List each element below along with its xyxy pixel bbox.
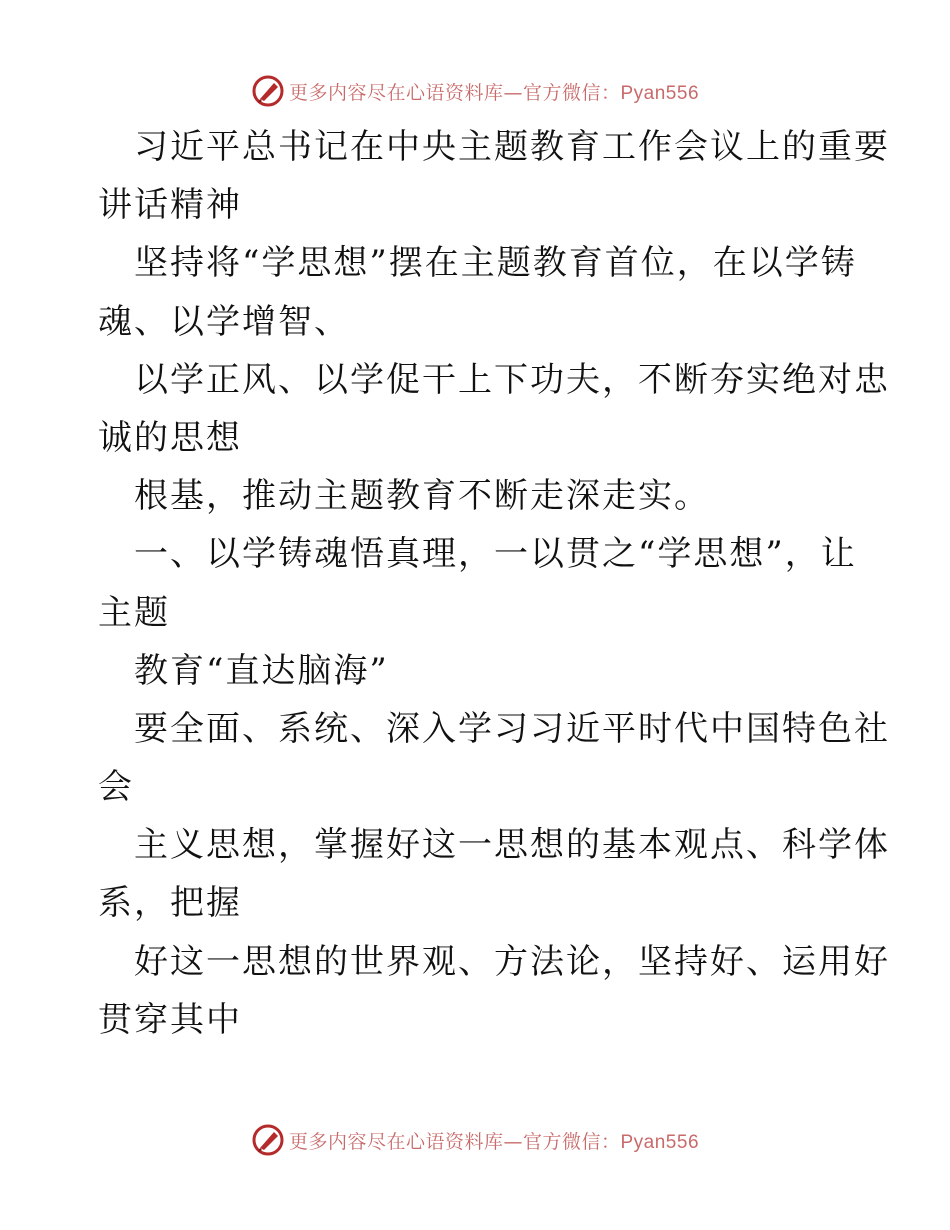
paragraph-line: 讲话精神: [98, 185, 242, 226]
banner-text-cn: 更多内容尽在心语资料库—官方微信：: [288, 81, 621, 104]
paragraph-line: 诚的思想: [98, 417, 242, 458]
paragraph-line: 教育“直达脑海”: [134, 650, 389, 691]
paragraph-line: 一、以学铸魂悟真理，一以贯之“学思想”，让: [134, 534, 857, 575]
paragraph-line: 魂、以学增智、: [98, 301, 350, 342]
paragraph-line: 好这一思想的世界观、方法论，坚持好、运用好: [134, 941, 890, 982]
paragraph-line: 要全面、系统、深入学习习近平时代中国特色社: [134, 708, 890, 749]
paragraph-line: 坚持将“学思想”摆在主题教育首位，在以学铸: [134, 243, 857, 284]
paragraph-line: 系，把握: [98, 883, 242, 924]
paragraph-line: 习近平总书记在中央主题教育工作会议上的重要: [134, 127, 890, 167]
banner-wechat-id: Pyan556: [620, 1131, 700, 1153]
banner-wechat-id: Pyan556: [620, 82, 700, 104]
document-body: [98, 118, 890, 1049]
pen-logo-icon: [251, 74, 285, 108]
banner-text: [289, 78, 699, 105]
paragraph-line: 主题: [98, 592, 170, 633]
paragraph-line: 贯穿其中: [98, 999, 242, 1040]
banner-text: [289, 1127, 699, 1154]
header-banner: [0, 71, 950, 111]
footer-banner: [0, 1120, 950, 1160]
paragraph-line: 主义思想，掌握好这一思想的基本观点、科学体: [134, 825, 890, 866]
pen-logo-icon: [251, 1123, 285, 1157]
banner-text-cn: 更多内容尽在心语资料库—官方微信：: [288, 1130, 621, 1153]
paragraph-line: 以学正风、以学促干上下功夫，不断夯实绝对忠: [134, 359, 890, 400]
paragraph-line: 根基，推动主题教育不断走深走实。: [134, 476, 710, 517]
paragraph-line: 会: [98, 767, 134, 808]
